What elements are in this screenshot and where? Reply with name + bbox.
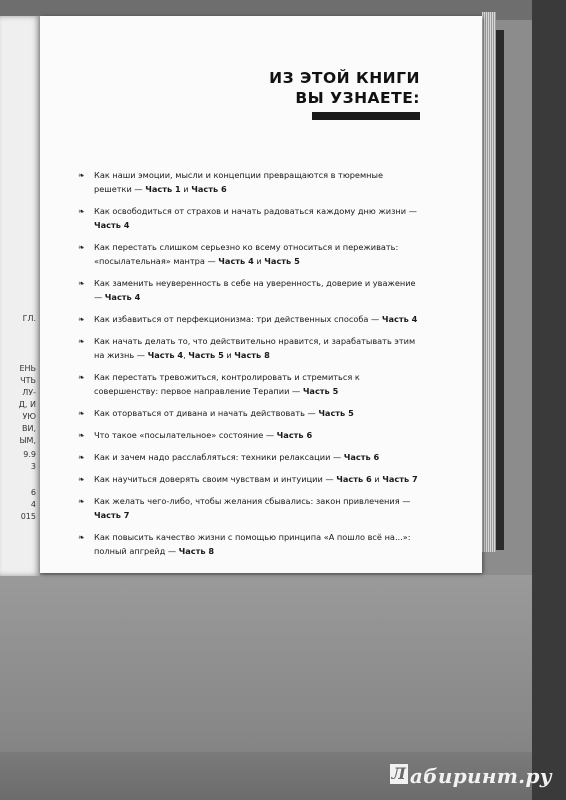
heading-underline-bar bbox=[312, 112, 420, 120]
item-part-ref: Часть 6 bbox=[336, 474, 372, 484]
book-page bbox=[40, 16, 482, 573]
item-text: Как перестать тревожиться, контролировать и стремиться к совершенству: первое направление Терапии — bbox=[94, 372, 360, 396]
bullet-icon: ❧ bbox=[78, 337, 85, 346]
item-part-ref: Часть 6 bbox=[191, 184, 227, 194]
left-text-fragment: ЛУ- bbox=[22, 388, 36, 397]
bullet-icon: ❧ bbox=[78, 497, 85, 506]
item-part-ref: Часть 5 bbox=[188, 350, 224, 360]
bullet-icon: ❧ bbox=[78, 373, 85, 382]
item-text: Как оторваться от дивана и начать действовать — bbox=[94, 408, 319, 418]
page-heading bbox=[269, 68, 420, 108]
list-item bbox=[78, 168, 418, 196]
item-text: Как и зачем надо расслабляться: техники релаксации — bbox=[94, 452, 344, 462]
list-item bbox=[78, 530, 418, 558]
item-part-ref: Часть 5 bbox=[264, 256, 300, 266]
book-cover-edge bbox=[496, 30, 504, 550]
left-text-fragment: УЮ bbox=[22, 412, 36, 421]
list-item bbox=[78, 428, 418, 442]
item-part-ref: Часть 5 bbox=[302, 386, 339, 396]
item-part-ref: Часть 4 bbox=[381, 314, 418, 324]
item-text: Что такое «посылательное» состояние — bbox=[94, 430, 277, 440]
bullet-icon: ❧ bbox=[78, 533, 85, 542]
item-text: Как повысить качество жизни с помощью принципа «А пошло всё на...»: полный апгрейд — bbox=[94, 532, 411, 556]
item-text: и bbox=[371, 474, 383, 484]
list-item bbox=[78, 494, 418, 522]
watermark bbox=[390, 764, 552, 788]
bullet-icon: ❧ bbox=[78, 431, 85, 440]
item-text: , bbox=[183, 350, 189, 360]
left-text-fragment: ГЛ. bbox=[22, 314, 36, 323]
item-part-ref: Часть 6 bbox=[343, 452, 380, 462]
left-text-fragment: ЫМ, bbox=[19, 436, 36, 445]
watermark-text: абиринт.ру bbox=[409, 764, 552, 788]
heading-line-1: ИЗ ЭТОЙ КНИГИ bbox=[269, 69, 420, 87]
list-item bbox=[78, 450, 418, 464]
bullet-icon: ❧ bbox=[78, 475, 85, 484]
item-text: Как наши эмоции, мысли и концепции превращаются в тюремные решетки — bbox=[94, 170, 383, 194]
item-text: и bbox=[180, 184, 192, 194]
item-part-ref: Часть 7 bbox=[382, 474, 418, 484]
bullet-icon: ❧ bbox=[78, 279, 85, 288]
heading-line-2: ВЫ УЗНАЕТЕ: bbox=[295, 89, 420, 107]
item-part-ref: Часть 6 bbox=[276, 430, 313, 440]
item-text: Как избавиться от перфекционизма: три действенных способа — bbox=[94, 314, 382, 324]
item-text: Как начать делать то, что действительно нравится, и зарабатывать этим на жизнь — bbox=[94, 336, 416, 360]
contents-list bbox=[78, 168, 418, 566]
item-part-ref: Часть 4 bbox=[104, 292, 141, 302]
item-part-ref: Часть 1 bbox=[145, 184, 181, 194]
bullet-icon: ❧ bbox=[78, 171, 85, 180]
list-item bbox=[78, 472, 418, 486]
left-text-fragment: Д, И bbox=[18, 400, 36, 409]
item-part-ref: Часть 8 bbox=[178, 546, 215, 556]
left-text-fragment: 015 bbox=[20, 512, 36, 521]
item-part-ref: Часть 7 bbox=[94, 510, 130, 520]
item-text: Как научиться доверять своим чувствам и интуиции — bbox=[94, 474, 337, 484]
left-text-fragment: ЧТЬ bbox=[20, 376, 36, 385]
left-text-fragment: ВИ, bbox=[21, 424, 36, 433]
bullet-icon: ❧ bbox=[78, 207, 85, 216]
item-text: Как перестать слишком серьезно ко всему относиться и переживать: «посылательная» мантра — bbox=[94, 242, 399, 266]
list-item bbox=[78, 276, 418, 304]
item-text: и bbox=[223, 350, 235, 360]
list-item bbox=[78, 406, 418, 420]
item-text: Как желать чего-либо, чтобы желания сбывались: закон привлечения — bbox=[94, 496, 411, 506]
left-text-fragment: 9.9 bbox=[23, 450, 36, 459]
left-text-fragment: ЕНЬ bbox=[19, 364, 36, 373]
item-part-ref: Часть 4 bbox=[147, 350, 184, 360]
list-item bbox=[78, 204, 418, 232]
left-text-fragment: 6 bbox=[30, 488, 36, 497]
watermark-logo: Л bbox=[391, 764, 407, 783]
bullet-icon: ❧ bbox=[78, 243, 85, 252]
list-item bbox=[78, 334, 418, 362]
left-text-fragment: 3 bbox=[30, 462, 36, 471]
left-text-fragment: 4 bbox=[30, 500, 36, 509]
item-part-ref: Часть 4 bbox=[94, 220, 130, 230]
item-part-ref: Часть 5 bbox=[318, 408, 354, 418]
item-part-ref: Часть 4 bbox=[218, 256, 254, 266]
list-item bbox=[78, 370, 418, 398]
left-neighbour-page bbox=[0, 16, 40, 576]
bullet-icon: ❧ bbox=[78, 453, 85, 462]
bullet-icon: ❧ bbox=[78, 409, 85, 418]
bullet-icon: ❧ bbox=[78, 315, 85, 324]
page-stack-edge bbox=[482, 12, 496, 552]
item-text: и bbox=[253, 256, 265, 266]
item-part-ref: Часть 8 bbox=[234, 350, 270, 360]
list-item bbox=[78, 240, 418, 268]
item-text: Как заменить неуверенность в себе на уверенность, доверие и уважение — bbox=[94, 278, 416, 302]
item-text: Как освободиться от страхов и начать радоваться каждому дню жизни — bbox=[94, 206, 417, 216]
scan-background-right bbox=[532, 0, 566, 800]
list-item bbox=[78, 312, 418, 326]
